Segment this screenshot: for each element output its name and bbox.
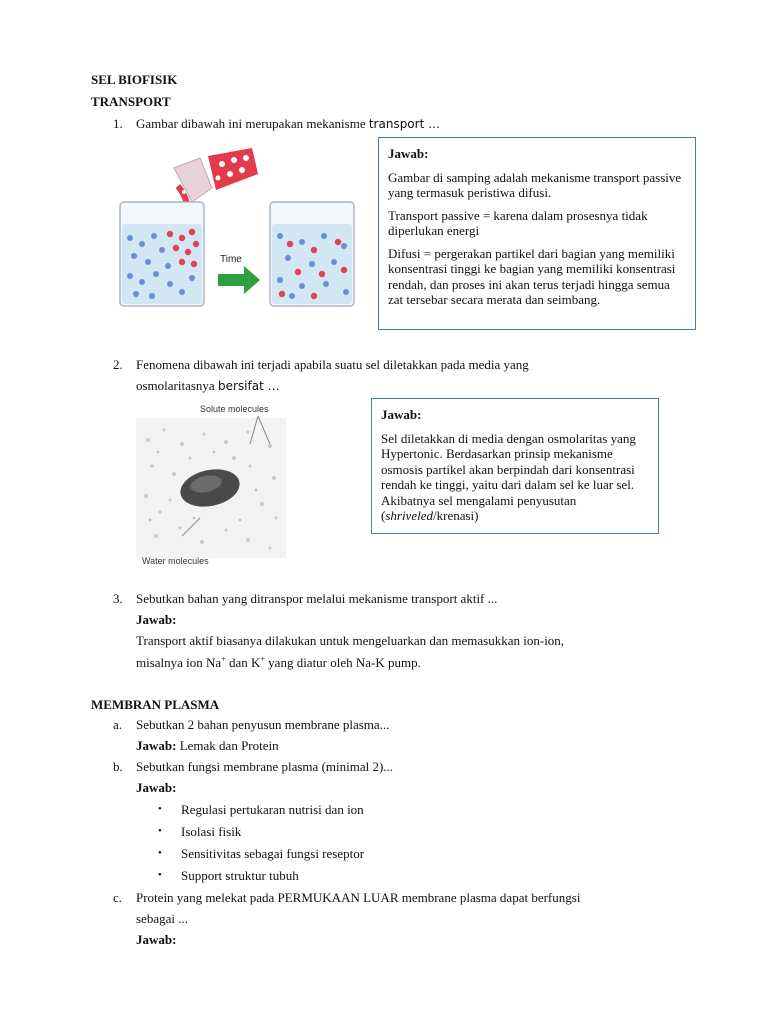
solute-molecules-label: Solute molecules bbox=[200, 404, 269, 414]
answer-heading: Jawab: bbox=[388, 146, 429, 161]
bullet-icon: • bbox=[158, 803, 162, 815]
time-arrow-icon bbox=[218, 254, 260, 294]
water-molecules-label: Water molecules bbox=[142, 556, 209, 566]
section-heading-membran: MEMBRAN PLASMA bbox=[91, 697, 220, 712]
question-label: a. bbox=[113, 717, 123, 732]
question-text: sebagai ... bbox=[136, 911, 188, 926]
question-text: Fenomena dibawah ini terjadi apabila suatu sel diletakkan pada media yang bbox=[136, 357, 529, 372]
bullet-icon: • bbox=[158, 847, 162, 859]
question-number: 2. bbox=[113, 357, 123, 372]
answer-text: Jawab: Lemak dan Protein bbox=[136, 738, 279, 753]
bullet-icon: • bbox=[158, 825, 162, 837]
question-text: Sebutkan 2 bahan penyusun membrane plasma... bbox=[136, 717, 390, 732]
list-item: Sensitivitas sebagai fungsi reseptor bbox=[181, 846, 365, 861]
pouring-tube-icon bbox=[174, 148, 258, 208]
osmosis-figure bbox=[130, 400, 290, 570]
answer-paragraph: Difusi = pergerakan partikel dari bagian yang memiliki konsentrasi tinggi ke bagian yang memiliki konsentrasi rendah, dan proses ini akan terus terjadi hingga semua zat tersebar secara merata dan seimbang. bbox=[388, 245, 676, 307]
diffusion-figure bbox=[112, 146, 362, 316]
answer-paragraph: Gambar di samping adalah mekanisme transport passive yang termasuk peristiwa difusi. bbox=[388, 169, 682, 200]
document-title: SEL BIOFISIK bbox=[91, 72, 178, 87]
figure-time-label: Time bbox=[220, 254, 242, 265]
answer-heading: Jawab: bbox=[136, 612, 177, 627]
answer-heading: Jawab: bbox=[136, 780, 177, 795]
answer-text: misalnya ion Na+ dan K+ yang diatur oleh Na-K pump. bbox=[136, 654, 421, 670]
answer-text: Transport aktif biasanya dilakukan untuk mengeluarkan dan memasukkan ion-ion, bbox=[136, 633, 565, 648]
list-item: Regulasi pertukaran nutrisi dan ion bbox=[181, 802, 364, 817]
question-text: Sebutkan fungsi membrane plasma (minimal 2)... bbox=[136, 759, 394, 774]
section-heading-transport: TRANSPORT bbox=[91, 94, 171, 109]
answer-paragraph: Transport passive = karena dalam prosesnya tidak diperlukan energi bbox=[388, 207, 648, 238]
answer-box-q2 bbox=[371, 398, 659, 534]
list-item: Isolasi fisik bbox=[181, 824, 242, 839]
answer-heading: Jawab: bbox=[136, 932, 177, 947]
answer-box-q1 bbox=[378, 137, 696, 330]
question-text: Protein yang melekat pada PERMUKAAN LUAR membrane plasma dapat berfungsi bbox=[136, 890, 581, 905]
question-text: Gambar dibawah ini merupakan mekanisme transport … bbox=[136, 116, 441, 131]
beaker-left-icon bbox=[120, 202, 204, 306]
question-text: Sebutkan bahan yang ditranspor melalui mekanisme transport aktif ... bbox=[136, 591, 498, 606]
answer-heading: Jawab: bbox=[381, 407, 422, 422]
bullet-icon: • bbox=[158, 869, 162, 881]
question-text: osmolaritasnya bersifat … bbox=[136, 378, 280, 393]
question-label: b. bbox=[113, 759, 123, 774]
answer-paragraph: Sel diletakkan di media dengan osmolaritas yang Hypertonic. Berdasarkan prinsip mekanisme osmosis partikel akan berpindah dari konsentrasi rendah ke tinggi, yaitu dari dalam sel ke luar sel. Akibatnya sel mengalami penyusutan (shriveled/krenasi) bbox=[381, 430, 636, 523]
beaker-right-icon bbox=[270, 202, 354, 306]
question-number: 3. bbox=[113, 591, 123, 606]
list-item: Support struktur tubuh bbox=[181, 868, 299, 883]
question-label: c. bbox=[113, 890, 123, 905]
question-number: 1. bbox=[113, 116, 123, 131]
